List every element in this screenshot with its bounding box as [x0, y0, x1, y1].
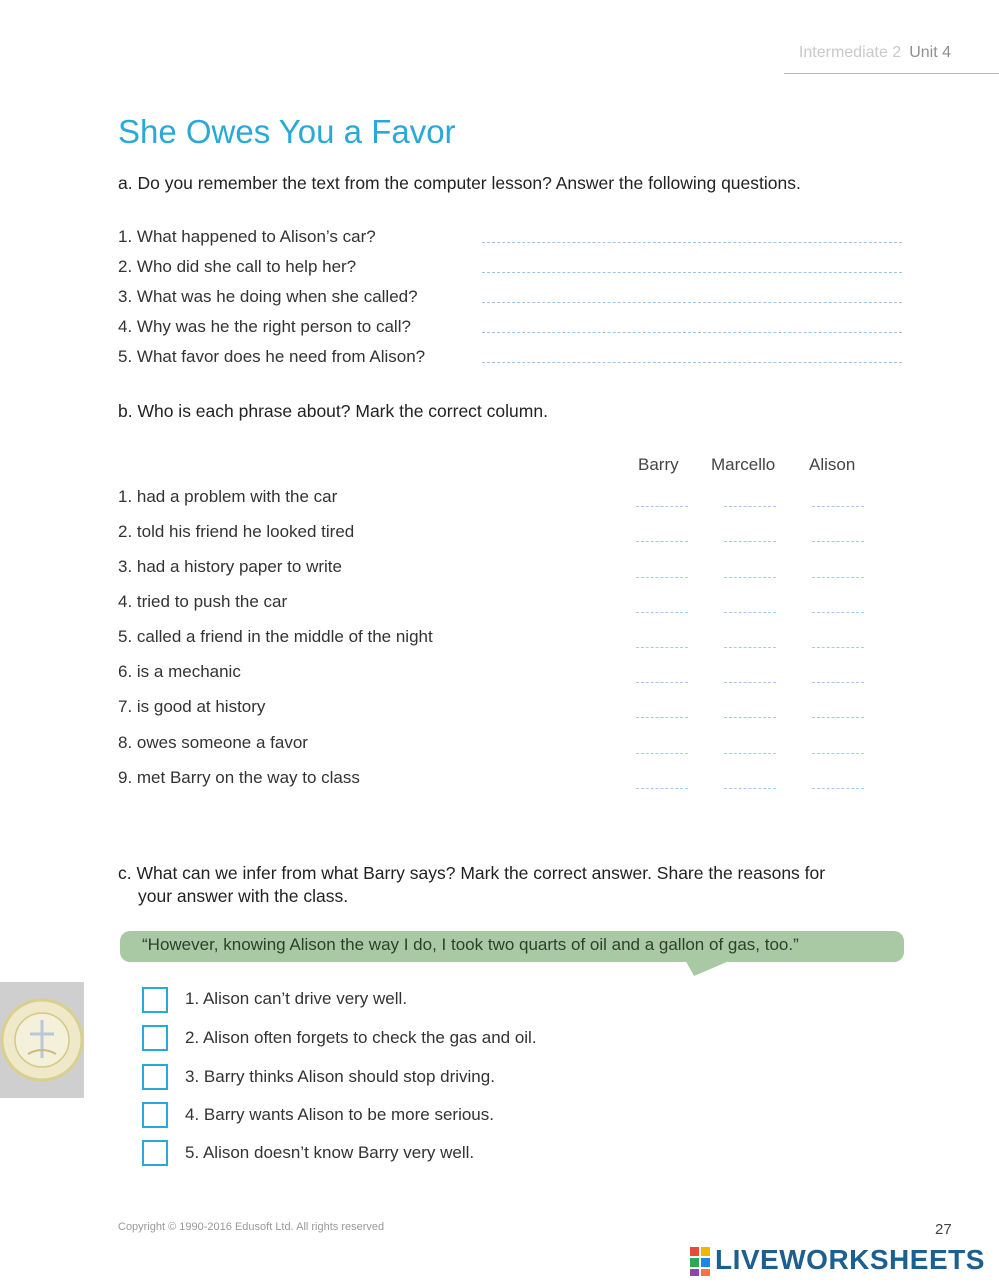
question-4: 4. Why was he the right person to call? — [118, 317, 411, 336]
mark-alison-1[interactable] — [812, 506, 864, 507]
mark-barry-1[interactable] — [636, 506, 688, 507]
mark-marcello-3[interactable] — [724, 577, 776, 578]
mark-alison-7[interactable] — [812, 717, 864, 718]
mark-alison-8[interactable] — [812, 753, 864, 754]
phrase-9: 9. met Barry on the way to class — [118, 768, 360, 787]
mark-alison-2[interactable] — [812, 541, 864, 542]
answer-field-2[interactable] — [482, 272, 902, 273]
option-2-checkbox[interactable] — [142, 1025, 168, 1051]
mark-marcello-1[interactable] — [724, 506, 776, 507]
mark-marcello-6[interactable] — [724, 682, 776, 683]
answer-field-1[interactable] — [482, 242, 902, 243]
option-4-label: 4. Barry wants Alison to be more serious. — [185, 1105, 494, 1124]
page-header — [799, 44, 951, 62]
question-1: 1. What happened to Alison’s car? — [118, 227, 376, 246]
university-seal-watermark — [0, 982, 84, 1098]
column-header-barry: Barry — [638, 455, 679, 474]
mark-barry-7[interactable] — [636, 717, 688, 718]
section-b-instruction: b. Who is each phrase about? Mark the correct column. — [118, 401, 548, 421]
page-title: She Owes You a Favor — [118, 113, 456, 150]
answer-field-3[interactable] — [482, 302, 902, 303]
option-1-label: 1. Alison can’t drive very well. — [185, 989, 408, 1008]
question-5: 5. What favor does he need from Alison? — [118, 347, 426, 366]
quote-speech-bubble: “However, knowing Alison the way I do, I took two quarts of oil and a gallon of gas, too.” — [120, 931, 904, 962]
header-divider — [784, 73, 999, 74]
mark-barry-2[interactable] — [636, 541, 688, 542]
unit-name: Unit 4 — [909, 44, 951, 61]
option-3-label: 3. Barry thinks Alison should stop driving. — [185, 1067, 495, 1086]
course-name: Intermediate 2 — [798, 44, 902, 61]
mark-marcello-7[interactable] — [724, 717, 776, 718]
option-5-label: 5. Alison doesn’t know Barry very well. — [185, 1143, 475, 1162]
liveworksheets-logo-icon — [690, 1245, 712, 1277]
phrase-3: 3. had a history paper to write — [118, 557, 342, 576]
section-a-instruction: a. Do you remember the text from the computer lesson? Answer the following questions. — [118, 173, 801, 193]
copyright-notice: Copyright © 1990-2016 Edusoft Ltd. All rights reserved — [118, 1221, 385, 1233]
column-header-alison: Alison — [809, 455, 856, 474]
option-4-checkbox[interactable] — [142, 1102, 168, 1128]
mark-marcello-9[interactable] — [724, 788, 776, 789]
answer-field-5[interactable] — [482, 362, 902, 363]
phrase-7: 7. is good at history — [118, 697, 266, 716]
mark-barry-6[interactable] — [636, 682, 688, 683]
mark-alison-5[interactable] — [812, 647, 864, 648]
phrase-5: 5. called a friend in the middle of the night — [118, 627, 433, 646]
mark-barry-3[interactable] — [636, 577, 688, 578]
question-2: 2. Who did she call to help her? — [118, 257, 357, 276]
phrase-2: 2. told his friend he looked tired — [118, 522, 355, 541]
mark-barry-8[interactable] — [636, 753, 688, 754]
section-c-instruction-cont: your answer with the class. — [138, 886, 349, 906]
mark-marcello-4[interactable] — [724, 612, 776, 613]
seal-icon — [0, 982, 84, 1098]
liveworksheets-brand: LIVEWORKSHEETS — [715, 1244, 985, 1275]
mark-alison-3[interactable] — [812, 577, 864, 578]
mark-barry-5[interactable] — [636, 647, 688, 648]
mark-marcello-5[interactable] — [724, 647, 776, 648]
answer-field-4[interactable] — [482, 332, 902, 333]
mark-alison-4[interactable] — [812, 612, 864, 613]
page-number: 27 — [935, 1221, 952, 1238]
option-5-checkbox[interactable] — [142, 1140, 168, 1166]
phrase-8: 8. owes someone a favor — [118, 733, 308, 752]
mark-alison-9[interactable] — [812, 788, 864, 789]
question-3: 3. What was he doing when she called? — [118, 287, 418, 306]
column-header-marcello: Marcello — [711, 455, 776, 474]
phrase-1: 1. had a problem with the car — [118, 487, 338, 506]
option-1-checkbox[interactable] — [142, 987, 168, 1013]
mark-barry-4[interactable] — [636, 612, 688, 613]
mark-barry-9[interactable] — [636, 788, 688, 789]
section-c-instruction: c. What can we infer from what Barry says? Mark the correct answer. Share the reasons for — [118, 863, 826, 883]
mark-marcello-8[interactable] — [724, 753, 776, 754]
option-2-label: 2. Alison often forgets to check the gas and oil. — [185, 1028, 537, 1047]
phrase-4: 4. tried to push the car — [118, 592, 288, 611]
mark-alison-6[interactable] — [812, 682, 864, 683]
option-3-checkbox[interactable] — [142, 1064, 168, 1090]
phrase-6: 6. is a mechanic — [118, 662, 241, 681]
mark-marcello-2[interactable] — [724, 541, 776, 542]
